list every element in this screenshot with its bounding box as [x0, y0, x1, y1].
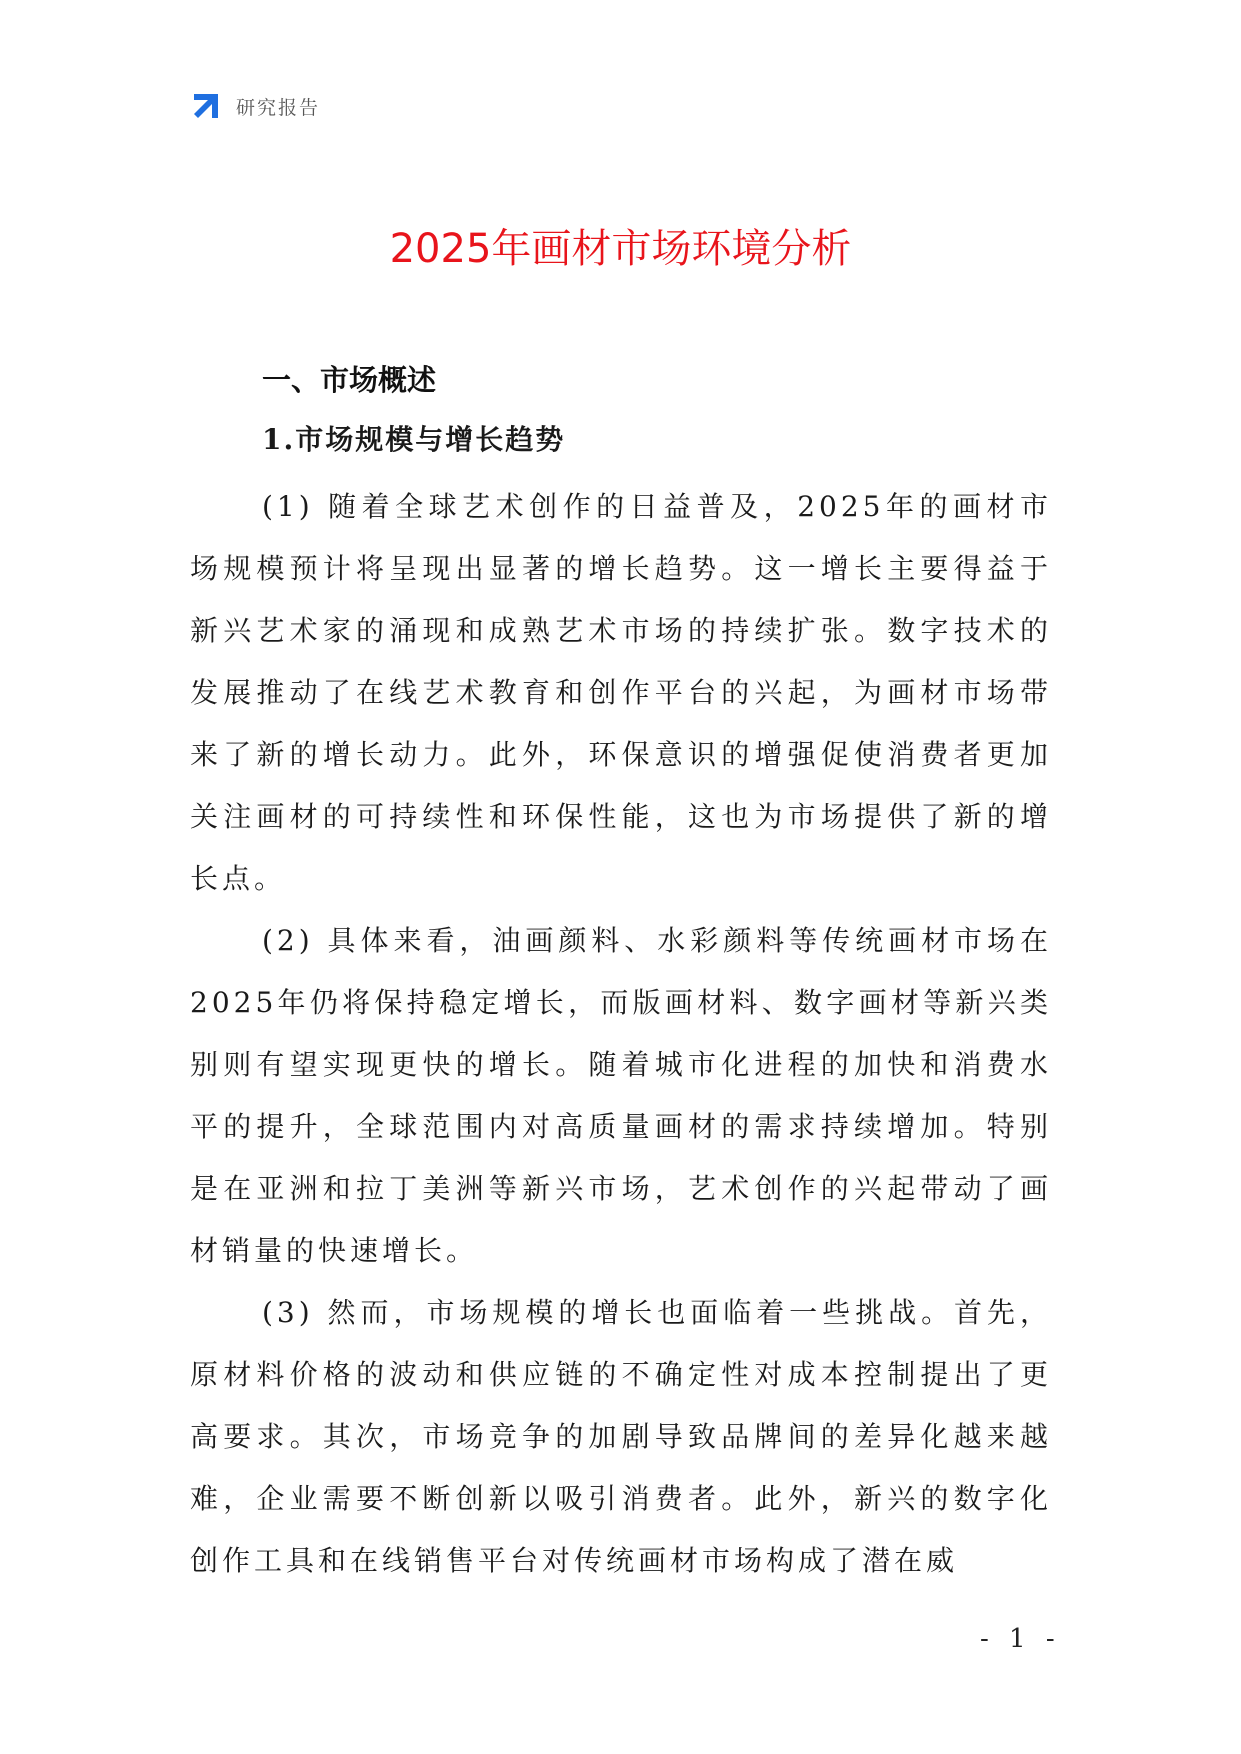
- section-heading: 一、市场概述: [262, 363, 437, 397]
- body-text: [190, 476, 1052, 1592]
- header-label: 研究报告: [236, 96, 321, 119]
- sub-heading: 1.市场规模与增长趋势: [262, 423, 566, 456]
- arrow-up-right-icon: [190, 90, 222, 122]
- page-number: - 1 -: [980, 1624, 1061, 1654]
- document-title: 2025年画材市场环境分析: [389, 226, 852, 272]
- paragraph-2: (2) 具体来看，油画颜料、水彩颜料等传统画材市场在2025年仍将保持稳定增长，而版画材料、数字画材等新兴类别则有望实现更快的增长。随着城市化进程的加快和消费水平的提升，全球范围内对高质量画材的需求持续增加。特别是在亚洲和拉丁美洲等新兴市场，艺术创作的兴起带动了画材销量的快速增长。: [190, 924, 1052, 1267]
- report-header: [190, 88, 320, 124]
- paragraph-3: (3) 然而，市场规模的增长也面临着一些挑战。首先，原材料价格的波动和供应链的不确定性对成本控制提出了更高要求。其次，市场竞争的加剧导致品牌间的差异化越来越难，企业需要不断创新以吸引消费者。此外，新兴的数字化创作工具和在线销售平台对传统画材市场构成了潜在威: [190, 1296, 1052, 1577]
- paragraph-1: (1) 随着全球艺术创作的日益普及，2025年的画材市场规模预计将呈现出显著的增长趋势。这一增长主要得益于新兴艺术家的涌现和成熟艺术市场的持续扩张。数字技术的发展推动了在线艺术教育和创作平台的兴起，为画材市场带来了新的增长动力。此外，环保意识的增强促使消费者更加关注画材的可持续性和环保性能，这也为市场提供了新的增长点。: [190, 490, 1052, 895]
